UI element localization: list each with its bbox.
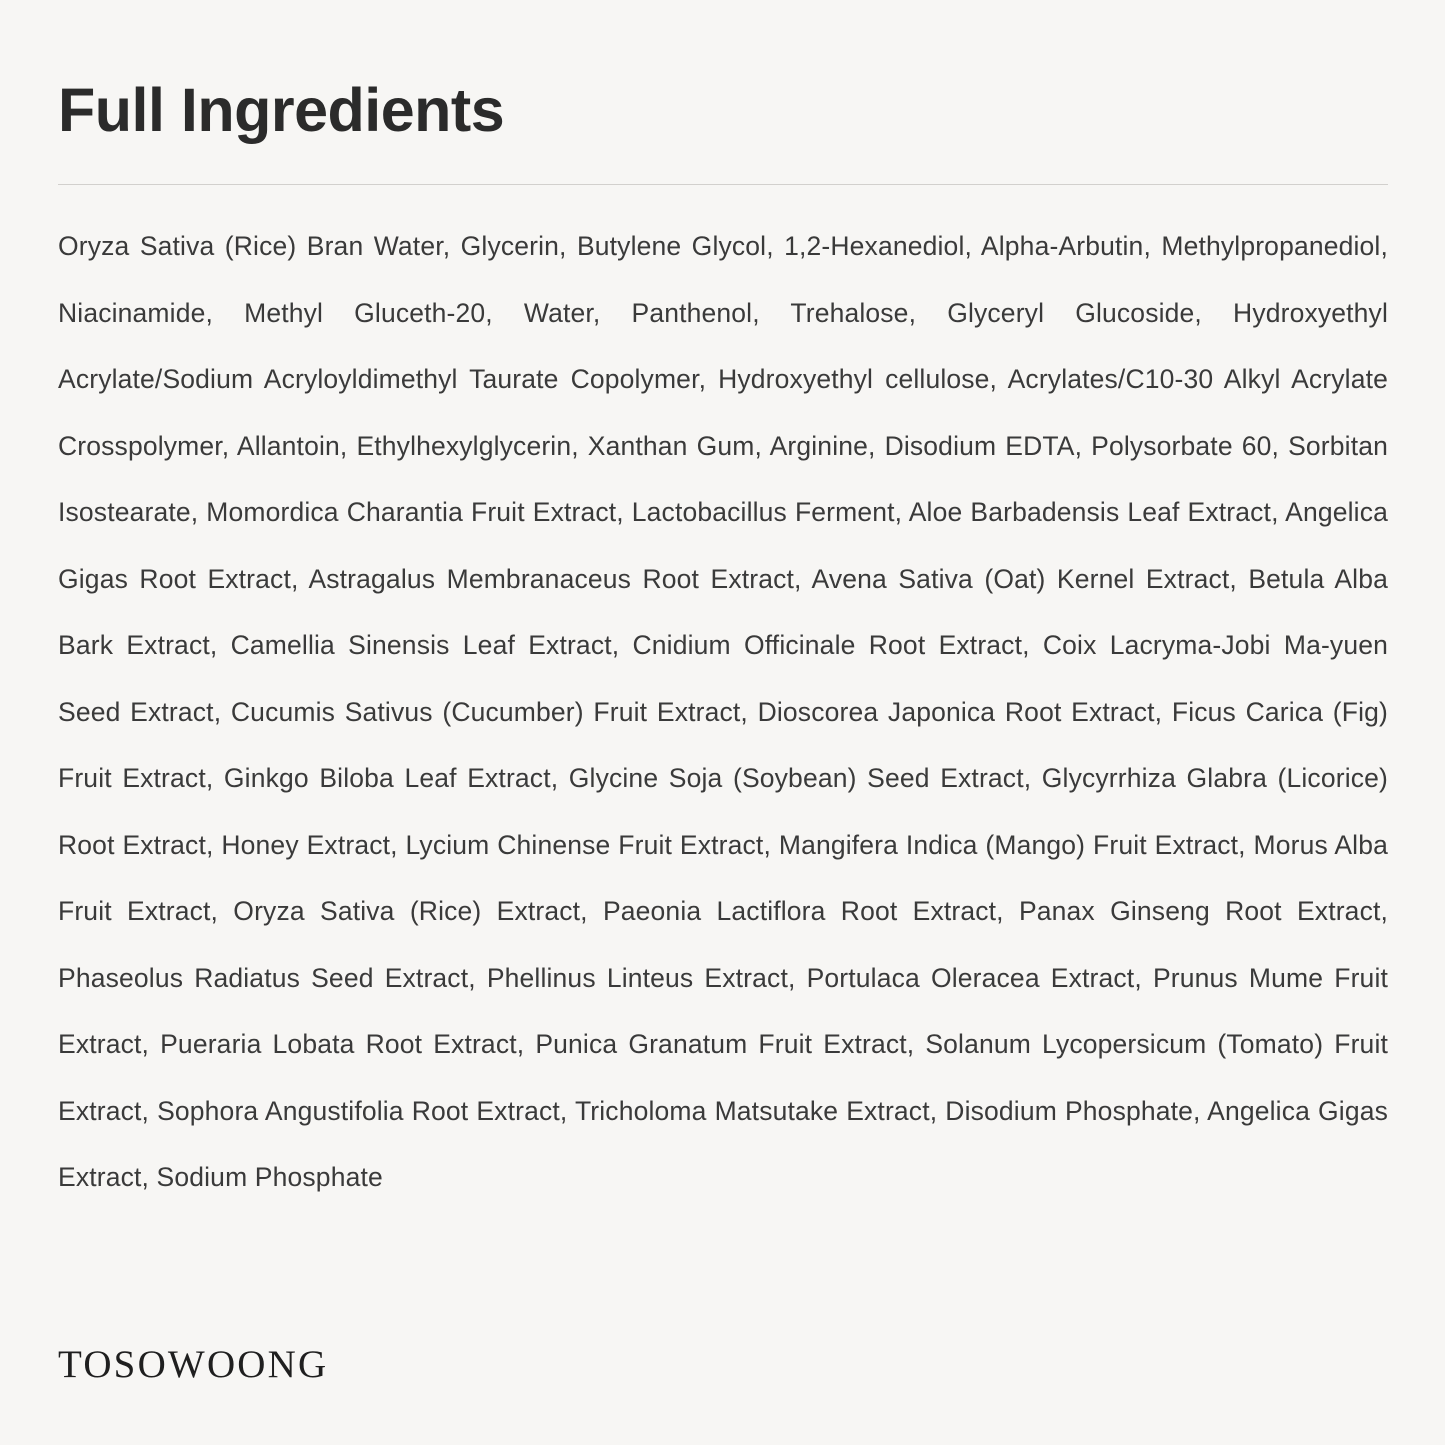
ingredients-list-text: Oryza Sativa (Rice) Bran Water, Glycerin, Butylene Glycol, 1,2-Hexanediol, Alpha-Arbutin, Methylpropanediol, Niacinamide, Methyl Gluceth-20, Water, Panthenol, Trehalose, Glyceryl Glucoside, Hydroxyethyl Acrylate/Sodium Acryloyldimethyl Taurate Copolymer, Hydroxyethyl cellulose, Acrylates/C10-30 Alkyl Acrylate Crosspolymer, Allantoin, Ethylhexylglycerin, Xanthan Gum, Arginine, Disodium EDTA, Polysorbate 60, Sorbitan Isostearate, Momordica Charantia Fruit Extract, Lactobacillus Ferment, Aloe Barbadensis Leaf Extract, Angelica Gigas Root Extract, Astragalus Membranaceus Root Extract, Avena Sativa (Oat) Kernel Extract, Betula Alba Bark Extract, Camellia Sinensis Leaf Extract, Cnidium Officinale Root Extract, Coix Lacryma-Jobi Ma-yuen Seed Extract, Cucumis Sativus (Cucumber) Fruit Extract, Dioscorea Japonica Root Extract, Ficus Carica (Fig) Fruit Extract, Ginkgo Biloba Leaf Extract, Glycine Soja (Soybean) Seed Extract, Glycyrrhiza Glabra (Licorice) Root Extract, Honey Extract, Lycium Chinense Fruit Extract, Mangifera Indica (Mango) Fruit Extract, Morus Alba Fruit Extract, Oryza Sativa (Rice) Extract, Paeonia Lactiflora Root Extract, Panax Ginseng Root Extract, Phaseolus Radiatus Seed Extract, Phellinus Linteus Extract, Portulaca Oleracea Extract, Prunus Mume Fruit Extract, Pueraria Lobata Root Extract, Punica Granatum Fruit Extract, Solanum Lycopersicum (Tomato) Fruit Extract, Sophora Angustifolia Root Extract, Tricholoma Matsutake Extract, Disodium Phosphate, Angelica Gigas Extract, Sodium Phosphate xyxy=(58,231,1388,1193)
title-divider xyxy=(58,184,1388,185)
brand-logo-text: TOSOWOONG xyxy=(58,1343,329,1386)
page-title: Full Ingredients xyxy=(58,76,505,144)
